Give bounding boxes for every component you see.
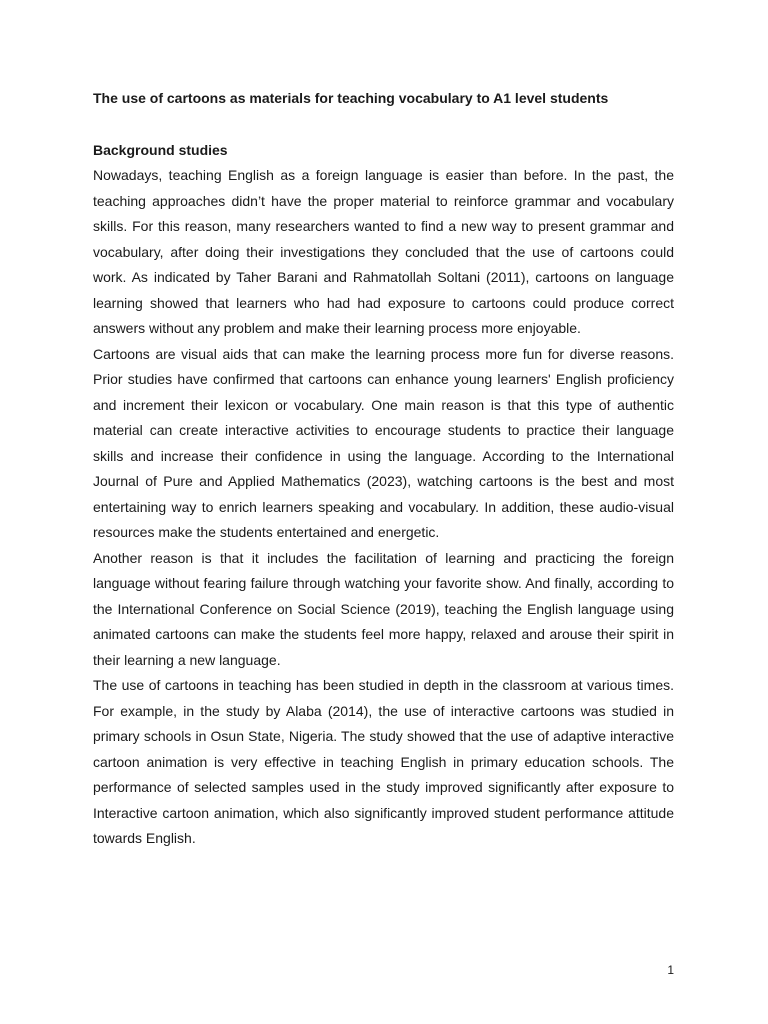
paragraph: Nowadays, teaching English as a foreign language is easier than before. In the past, the teaching approaches didn’t have the proper material to reinforce grammar and vocabulary skills. For this reason, many researchers wanted to find a new way to present grammar and vocabulary, after doing their investigations they concluded that the use of cartoons could work. As indicated by Taher Barani and Rahmatollah Soltani (2011), cartoons on language learning showed that learners who had had exposure to cartoons could produce correct answers without any problem and make their learning process more enjoyable. [93,167,674,336]
document-title: The use of cartoons as materials for teaching vocabulary to A1 level students [93,90,609,106]
paragraph: Another reason is that it includes the facilitation of learning and practicing the foreign language without fearing failure through watching your favorite show. And finally, according to the International Conference on Social Science (2019), teaching the English language using animated cartoons can make the students feel more happy, relaxed and arouse their spirit in their learning a new language. [93,549,674,668]
section-heading: Background studies [93,142,228,158]
paragraph: The use of cartoons in teaching has been studied in depth in the classroom at various times. For example, in the study by Alaba (2014), the use of interactive cartoons was studied in primary schools in Osun State, Nigeria. The study showed that the use of adaptive interactive cartoon animation is very effective in teaching English in primary education schools. The performance of selected samples used in the study improved significantly after exposure to Interactive cartoon animation, which also significantly improved student performance attitude towards English. [93,677,674,846]
paragraph: Cartoons are visual aids that can make the learning process more fun for diverse reasons. Prior studies have confirmed that cartoons can enhance young learners' English proficiency and increment their lexicon or vocabulary. One main reason is that this type of authentic material can create interactive activities to encourage students to practice their language skills and increase their confidence in using the language. According to the International Journal of Pure and Applied Mathematics (2023), watching cartoons is the best and most entertaining way to enrich learners speaking and vocabulary. In addition, these audio-visual resources make the students entertained and energetic. [93,345,674,540]
page-number: 1 [667,963,674,977]
body-text [93,163,674,852]
